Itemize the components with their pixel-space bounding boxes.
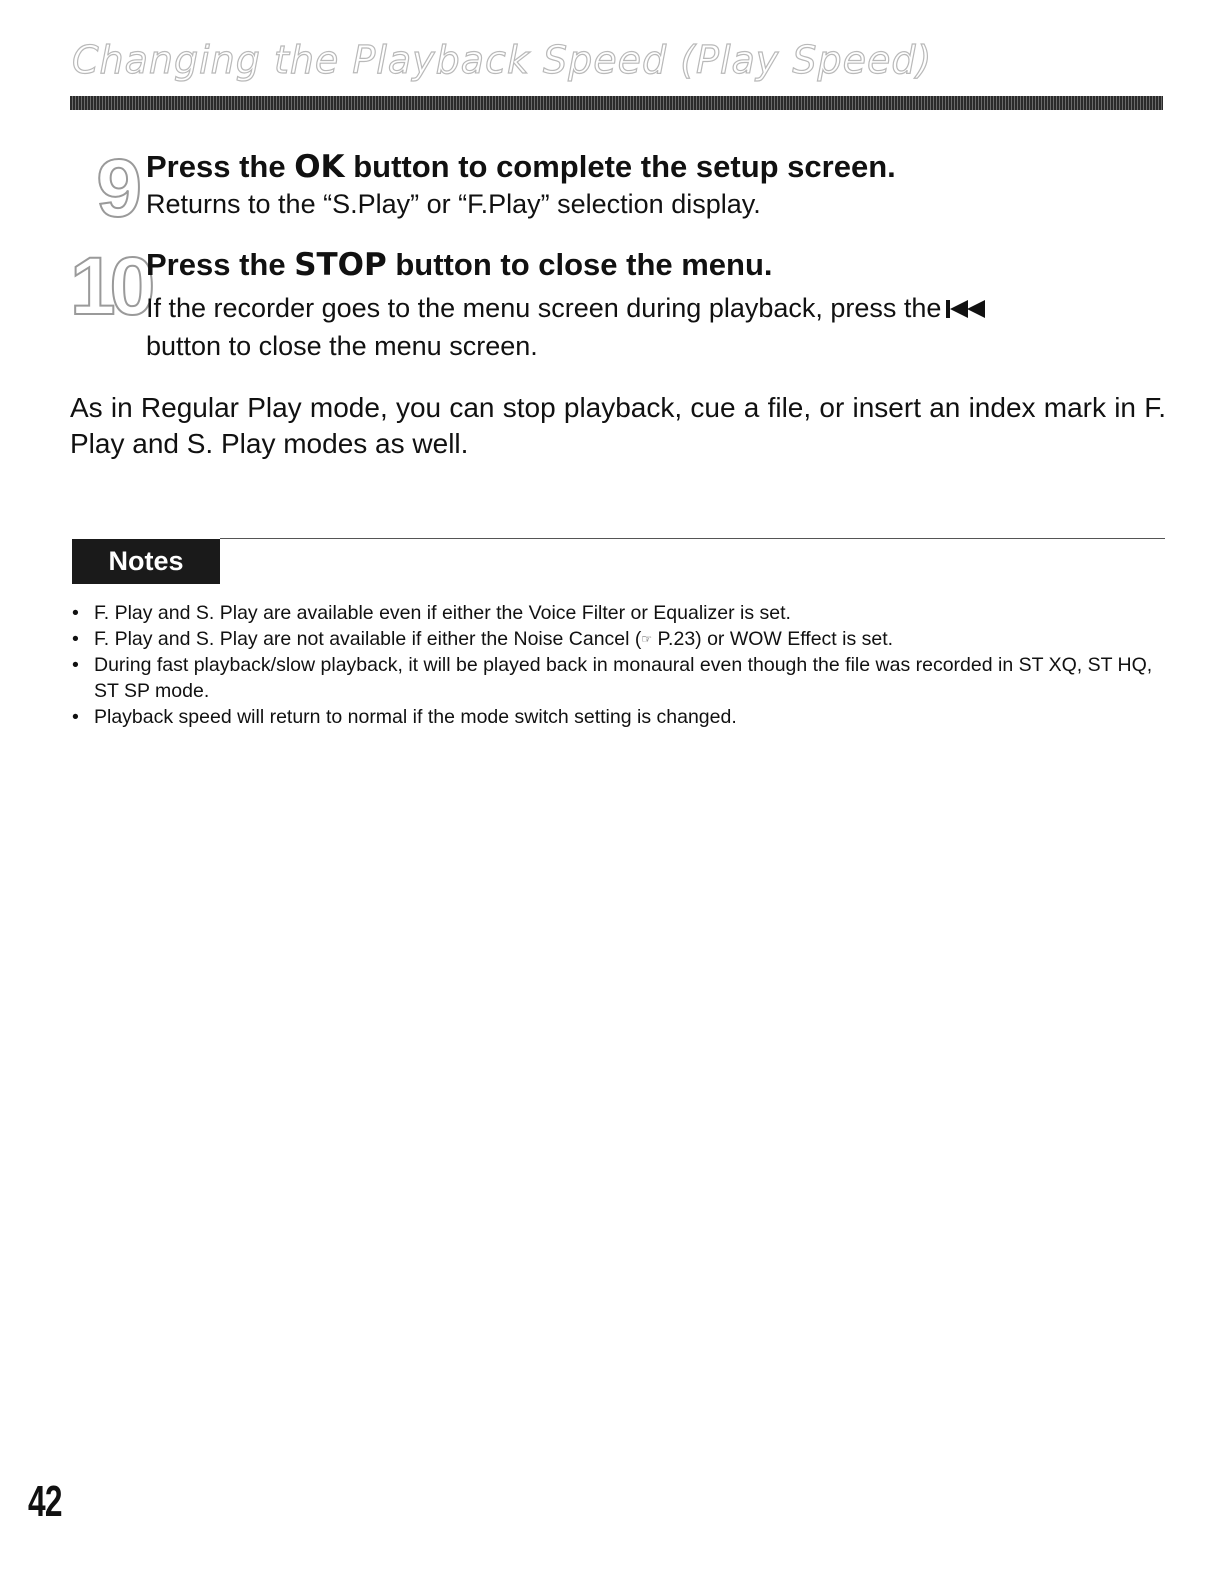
- note-item: [72, 652, 1172, 704]
- step-text-start: If the recorder goes to the menu screen during playback, press the: [146, 293, 942, 323]
- body-paragraph: As in Regular Play mode, you can stop playback, cue a file, or insert an index mark in F. Play and S. Play modes as well.: [70, 392, 1166, 459]
- bullet-icon: •: [72, 654, 79, 676]
- note-item: [72, 626, 1172, 652]
- note-text: Playback speed will return to normal if the mode switch setting is changed.: [94, 706, 737, 728]
- stop-button-label: STOP: [294, 247, 387, 283]
- title-rule: [70, 96, 1163, 110]
- notes-list: [72, 600, 1172, 730]
- bullet-icon: •: [72, 706, 79, 728]
- page-number: 42: [28, 1477, 62, 1526]
- note-text: During fast playback/slow playback, it will be played back in monaural even though the file was recorded in ST XQ, ST HQ, ST SP mode.: [94, 654, 1153, 702]
- step-number: 9: [96, 143, 136, 234]
- note-item: [72, 600, 1172, 626]
- heading-text: button to complete the setup screen.: [344, 149, 896, 184]
- step-heading: [146, 246, 1166, 284]
- bullet-icon: •: [72, 602, 79, 624]
- step-heading: [146, 148, 1166, 186]
- note-item: [72, 704, 1172, 730]
- heading-text: button to close the menu.: [386, 247, 773, 282]
- ok-button-label: OK: [294, 149, 345, 185]
- note-text: F. Play and S. Play are not available if either the Noise Cancel (: [94, 628, 642, 650]
- step-body: [146, 246, 1166, 364]
- step-body: [146, 148, 1166, 222]
- bullet-icon: •: [72, 628, 79, 650]
- heading-text: Press the: [146, 247, 295, 282]
- heading-text: Press the: [146, 149, 295, 184]
- step-text-end: button to close the menu screen.: [146, 330, 538, 361]
- step-text: [146, 290, 1166, 364]
- notes-heading: Notes: [72, 539, 220, 584]
- skip-back-icon: [945, 292, 987, 328]
- step-text: Returns to the “S.Play” or “F.Play” selection display.: [146, 189, 761, 219]
- page-reference-icon: ☞: [641, 632, 653, 646]
- notes-rule: [220, 538, 1165, 539]
- page-title: Changing the Playback Speed (Play Speed): [72, 38, 933, 82]
- note-text: P.23) or WOW Effect is set.: [652, 628, 894, 650]
- note-text: F. Play and S. Play are available even if either the Voice Filter or Equalizer is set.: [94, 602, 791, 624]
- step-number: 10: [70, 241, 150, 332]
